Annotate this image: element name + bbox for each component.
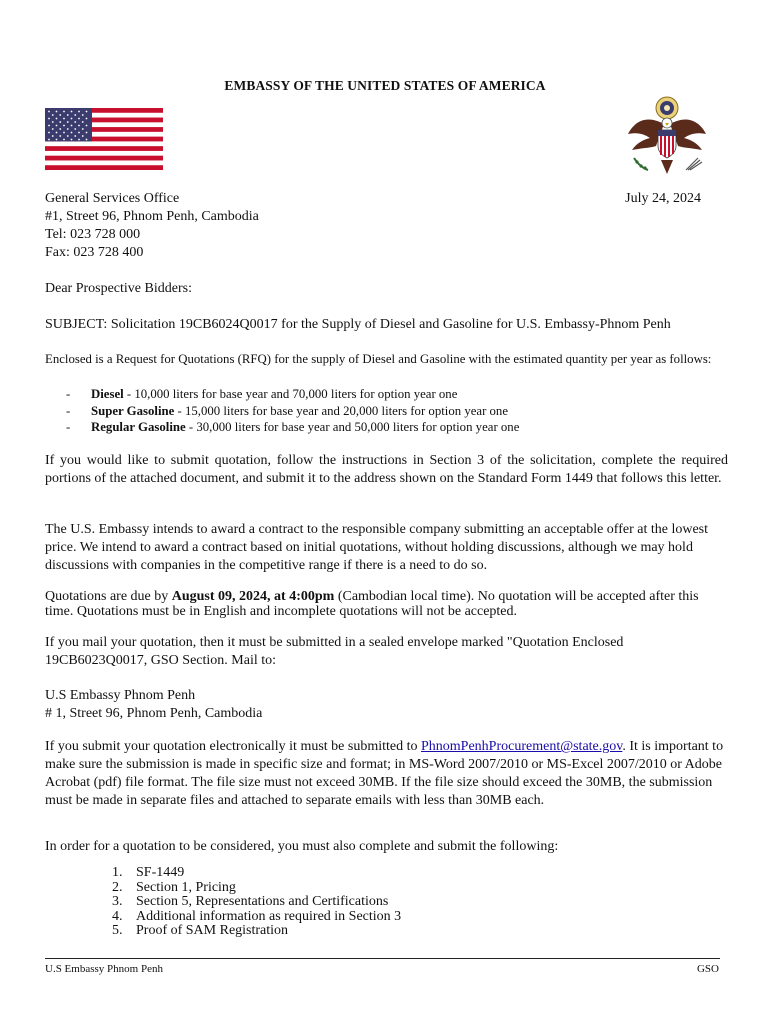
list-item <box>112 924 401 939</box>
sender-tel: Tel: 023 728 000 <box>45 227 141 242</box>
item-text: Additional information as required in Section 3 <box>136 908 402 924</box>
list-item <box>66 403 519 420</box>
fuel-detail: - 30,000 liters for base year and 50,000 liters for option year one <box>185 420 520 434</box>
item-text: Section 1, Pricing <box>136 879 236 895</box>
list-item <box>112 910 401 925</box>
sender-address: #1, Street 96, Phnom Penh, Cambodia <box>45 209 259 224</box>
item-text: Section 5, Representations and Certifications <box>136 894 389 909</box>
sender-fax: Fax: 023 728 400 <box>45 245 144 260</box>
due-prefix: Quotations are due by <box>45 589 172 604</box>
item-number: 1. <box>112 865 123 880</box>
mail-address-line1: U.S Embassy Phnom Penh <box>45 688 196 703</box>
footer-left: U.S Embassy Phnom Penh <box>45 963 163 975</box>
list-item <box>66 386 519 403</box>
fuel-detail: - 15,000 liters for base year and 20,000 liters for option year one <box>174 403 509 418</box>
mail-paragraph: If you mail your quotation, then it must be submitted in a sealed envelope marked "Quotation Enclosed 19CB6023Q0017, GSO Section. Mail to: <box>45 635 624 668</box>
item-number: 5. <box>112 923 123 938</box>
electronic-prefix: If you submit your quotation electronically it must be submitted to <box>45 739 421 754</box>
great-seal-icon <box>624 94 708 178</box>
subject-line: SUBJECT: Solicitation 19CB6024Q0017 for the Supply of Diesel and Gasoline for U.S. Embassy-Phnom Penh <box>45 317 671 332</box>
intro-paragraph: Enclosed is a Request for Quotations (RFQ) for the supply of Diesel and Gasoline with the estimated quantity per year as follows: <box>45 352 712 366</box>
footer-right: GSO <box>696 963 719 975</box>
sender-block <box>45 190 259 262</box>
mail-address <box>45 687 262 723</box>
requirements-list <box>112 866 401 939</box>
due-suffix: (Cambodian local time). No quotation will be accepted after this time. Quotations must be in English and incomplete quotations will not be accepted. <box>45 589 699 619</box>
footer-divider <box>45 958 720 959</box>
item-text: Proof of SAM Registration <box>136 923 289 938</box>
list-item <box>66 419 519 436</box>
list-item <box>112 895 401 910</box>
item-number: 4. <box>112 908 123 924</box>
award-paragraph: The U.S. Embassy intends to award a contract to the responsible company submitting an acceptable offer at the lowest price. We intend to award a contract based on initial quotations, without holding discussions, although we may hold discussions with companies in the competitive range if there is a need to do so. <box>45 522 708 573</box>
item-number: 3. <box>112 894 123 909</box>
us-flag-icon <box>45 108 163 170</box>
item-text: SF-1449 <box>136 865 185 880</box>
submit-paragraph: If you would like to submit quotation, follow the instructions in Section 3 of the solicitation, complete the required portions of the attached document, and submit it to the address shown on the Standard Form 1449 that follows this letter. <box>45 453 728 486</box>
electronic-paragraph <box>45 738 728 810</box>
page-title: EMBASSY OF THE UNITED STATES OF AMERICA <box>224 78 546 93</box>
list-item <box>112 881 401 896</box>
fuel-detail: - 10,000 liters for base year and 70,000 liters for option year one <box>123 387 458 401</box>
mail-address-line2: # 1, Street 96, Phnom Penh, Cambodia <box>45 706 263 721</box>
letter-date: July 24, 2024 <box>625 191 701 206</box>
list-item <box>112 866 401 881</box>
salutation: Dear Prospective Bidders: <box>45 281 192 296</box>
fuel-list <box>66 386 519 436</box>
due-deadline: August 09, 2024, at 4:00pm <box>171 589 335 604</box>
electronic-suffix: . It is important to make sure the submission is made in specific size and format; in MS-Word 2007/2010 or MS-Excel 2007/2010 or Adobe Acrobat (pdf) file format. The file size must not exceed 30MB. If the file size should exceed the 30MB, the submission must be made in separate files and attached to separate emails with less than 30MB each. <box>45 739 724 808</box>
sender-office: General Services Office <box>45 191 180 206</box>
email-link[interactable]: PhnomPenhProcurement@state.gov <box>421 739 623 754</box>
item-number: 2. <box>112 879 123 895</box>
requirements-paragraph: In order for a quotation to be considered, you must also complete and submit the following: <box>45 839 559 854</box>
fuel-name: Diesel <box>91 387 124 401</box>
fuel-name: Regular Gasoline <box>91 420 186 434</box>
fuel-name: Super Gasoline <box>91 403 175 418</box>
due-paragraph <box>45 589 728 619</box>
